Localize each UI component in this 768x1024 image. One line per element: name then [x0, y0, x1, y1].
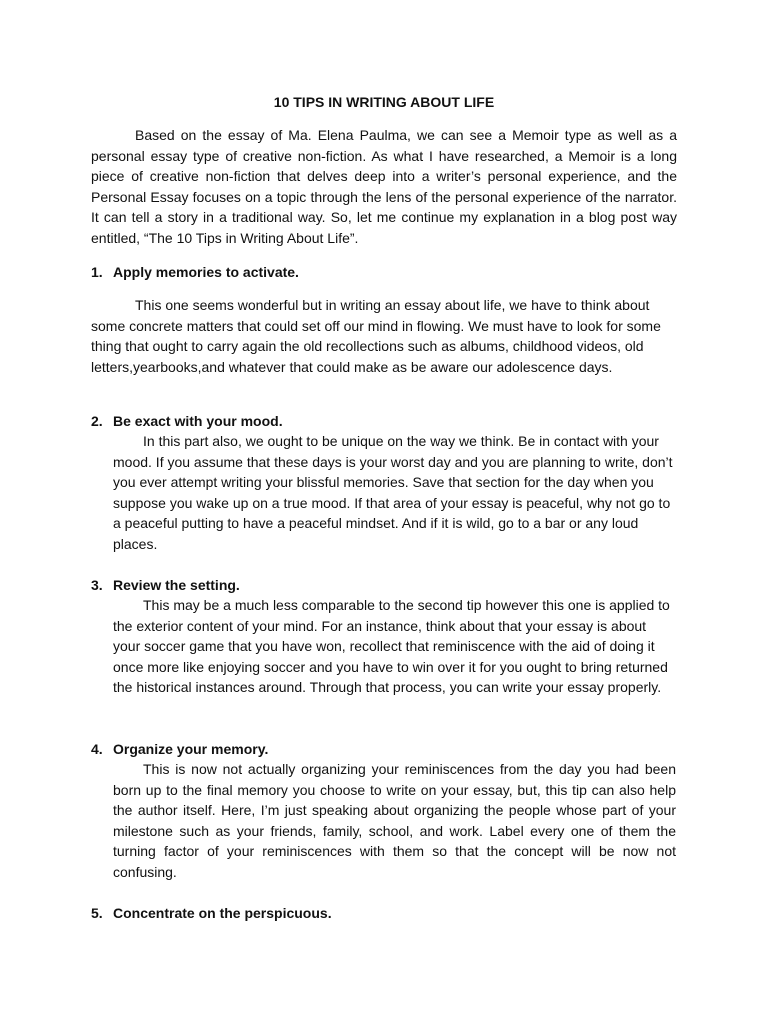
tip-4-title: Organize your memory. — [113, 741, 269, 757]
tip-5-heading — [91, 904, 332, 922]
tip-1-number: 1. — [91, 264, 103, 280]
tip-2-number: 2. — [91, 413, 103, 429]
tip-4-heading — [91, 740, 268, 758]
tip-5-title: Concentrate on the perspicuous. — [113, 905, 332, 921]
tip-4-number: 4. — [91, 741, 103, 757]
tip-3-number: 3. — [91, 577, 103, 593]
tip-2-text: In this part also, we ought to be unique on the way we think. Be in contact with your mood. If you assume that these days is your worst day and you are planning to write, don’t you ever attempt writing your blissful memories. Save that section for the day when you suppose you wake up on a true mood. If that area of your essay is peaceful, why not go to a peaceful putting to have a peaceful mindset. And if it is wild, go to a bar or any loud places. — [113, 433, 673, 552]
tip-2-heading — [91, 412, 283, 430]
tip-1-heading — [91, 263, 299, 281]
document-title: 10 TIPS IN WRITING ABOUT LIFE — [273, 94, 495, 110]
tip-1-text: This one seems wonderful but in writing an essay about life, we have to think about some concrete matters that could set off our mind in flowing. We must have to look for some thing that ought to carry again the old recollections such as albums, childhood videos, old letters,yearbooks,and whatever that could make as be aware our adolescence days. — [91, 297, 661, 375]
tip-1-title: Apply memories to activate. — [113, 264, 299, 280]
tip-4-body — [113, 759, 676, 883]
intro-text: Based on the essay of Ma. Elena Paulma, we can see a Memoir type as well as a personal essay type of creative non-fiction. As what I have researched, a Memoir is a long piece of creative non-fiction that delves deep into a writer’s personal experience, and the Personal Essay focuses on a topic through the lens of the personal experience of the narrator. It can tell a story in a traditional way. So, let me continue my explanation in a blog post way entitled, “The 10 Tips in Writing About Life”. — [91, 127, 677, 246]
tip-3-text: This may be a much less comparable to the second tip however this one is applied to the exterior content of your mind. For an instance, think about that your essay is about your soccer game that you have won, recollect that reminiscence with the aid of doing it once more like enjoying soccer and you have to win over it for you ought to bring returned the historical instances around. Through that process, you can write your essay properly. — [113, 597, 670, 696]
tip-2-body — [113, 431, 676, 555]
tip-3-title: Review the setting. — [113, 577, 240, 593]
tip-3-body — [113, 595, 676, 698]
intro-paragraph — [91, 125, 677, 249]
tip-2-title: Be exact with your mood. — [113, 413, 283, 429]
tip-4-text: This is now not actually organizing your reminiscences from the day you had been born up to the final memory you choose to write on your essay, but, this tip can also help the author itself. Here, I’m just speaking about organizing the people whose part of your milestone such as your friends, family, school, and work. Label every one of them the turning factor of your reminiscences with them so that the concept will be now not confusing. — [113, 761, 676, 880]
tip-3-heading — [91, 576, 240, 594]
tip-1-body — [91, 295, 677, 377]
tip-5-number: 5. — [91, 905, 103, 921]
